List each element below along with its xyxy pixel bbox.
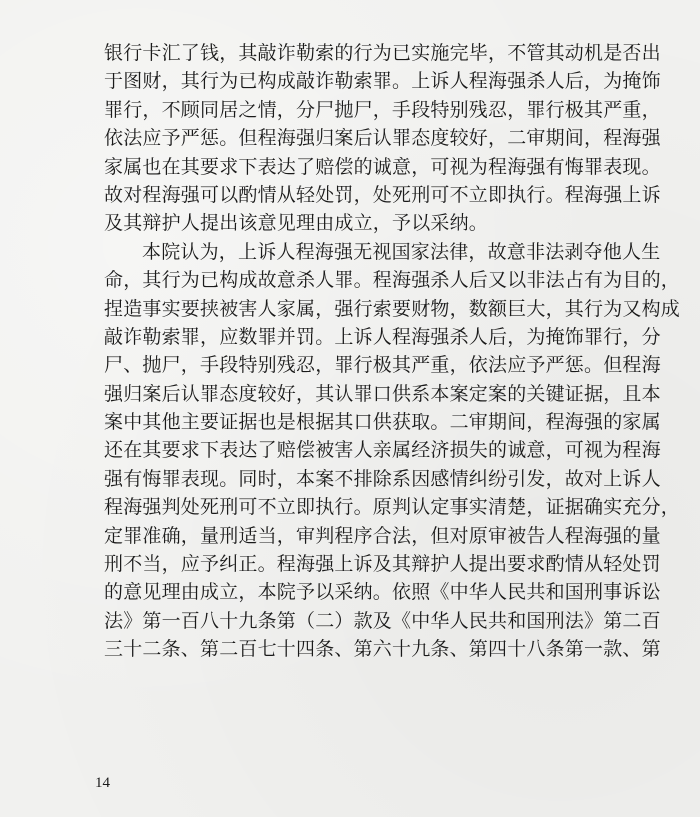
text-line: 还在其要求下表达了赔偿被害人亲属经济损失的诚意，可视为程海 [104, 439, 661, 462]
page-number: 14 [95, 775, 110, 791]
text-line: 的意见理由成立，本院予以采纳。依照《中华人民共和国刑事诉讼 [104, 581, 661, 604]
text-line: 家属也在其要求下表达了赔偿的诚意，可视为程海强有悔罪表现。 [104, 155, 661, 178]
text-line: 捏造事实要挟被害人家属，强行索要财物，数额巨大，其行为又构成 [104, 297, 681, 320]
text-line: 刑不当，应予纠正。程海强上诉及其辩护人提出要求酌情从轻处罚 [104, 553, 661, 576]
text-line: 罪行，不顾同居之情，分尸抛尸，手段特别残忍，罪行极其严重， [104, 98, 661, 121]
text-line: 依法应予严惩。但程海强归案后认罪态度较好，二审期间，程海强 [104, 127, 661, 150]
text-line: 故对程海强可以酌情从轻处罚，处死刑可不立即执行。程海强上诉 [104, 183, 661, 206]
text-line: 银行卡汇了钱，其敲诈勒索的行为已实施完毕，不管其动机是否出 [104, 42, 661, 64]
text-line: 强归案后认罪态度较好，其认罪口供系本案定案的关键证据，且本 [104, 382, 661, 405]
text-line: 命，其行为已构成故意杀人罪。程海强杀人后又以非法占有为目的， [104, 269, 681, 292]
body-text [104, 39, 681, 664]
text-line: 案中其他主要证据也是根据其口供获取。二审期间，程海强的家属 [104, 411, 661, 434]
text-line: 及其辩护人提出该意见理由成立，予以采纳。 [104, 212, 489, 235]
text-line: 强有悔罪表现。同时，本案不排除系因感情纠纷引发，故对上诉人 [104, 467, 661, 490]
text-line: 于图财，其行为已构成敲诈勒索罪。上诉人程海强杀人后，为掩饰 [104, 70, 661, 93]
text-line: 尸、抛尸，手段特别残忍，罪行极其严重，依法应予严惩。但程海 [104, 354, 661, 377]
text-line: 三十二条、第二百七十四条、第六十九条、第四十八条第一款、第 [104, 638, 661, 661]
text-line: 敲诈勒索罪，应数罪并罚。上诉人程海强杀人后，为掩饰罪行，分 [104, 325, 661, 348]
text-line: 法》第一百八十九条第（二）款及《中华人民共和国刑法》第二百 [104, 609, 661, 632]
text-line: 程海强判处死刑可不立即执行。原判认定事实清楚，证据确实充分， [104, 496, 681, 519]
text-line: 定罪准确，量刑适当，审判程序合法，但对原审被告人程海强的量 [104, 524, 661, 547]
paragraph-start-line: 本院认为，上诉人程海强无视国家法律，故意非法剥夺他人生 [142, 240, 661, 263]
